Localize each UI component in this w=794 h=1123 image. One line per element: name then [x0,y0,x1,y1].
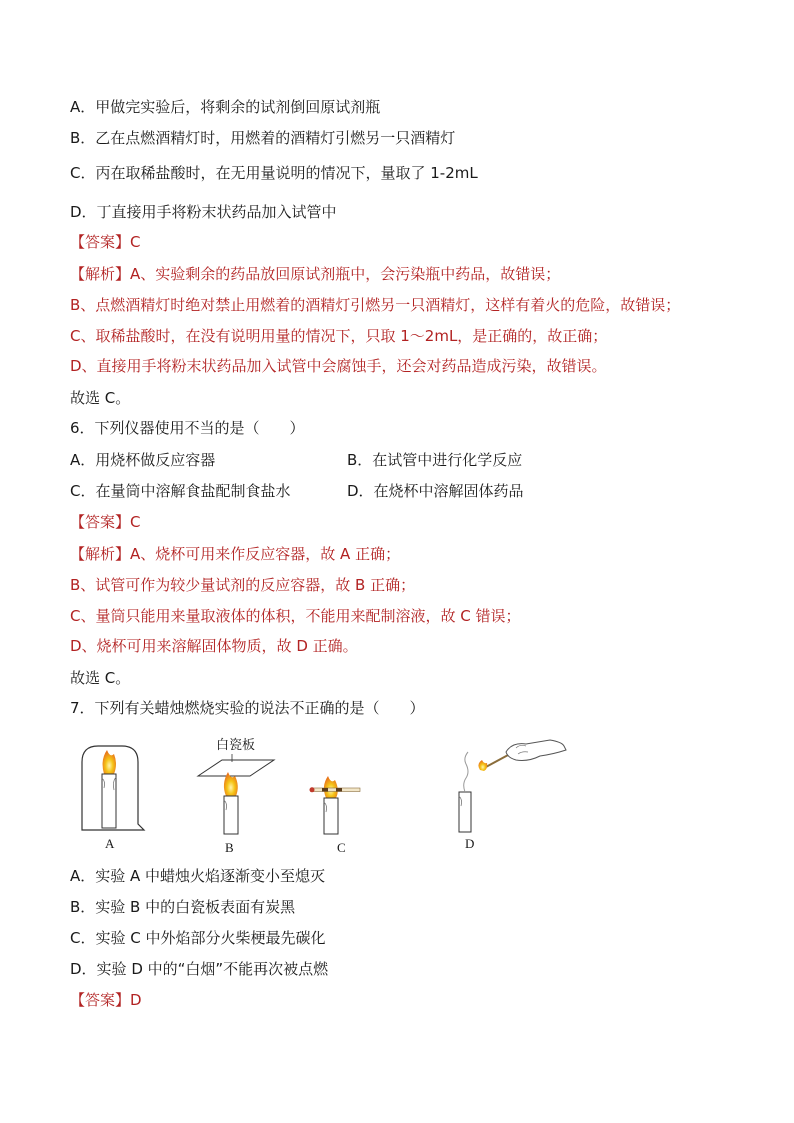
match-flame [478,760,487,771]
q7-answer [70,990,142,1010]
plate-label: 白瓷板 [216,738,256,753]
experiment-c [310,776,361,834]
analysis-tag: 【解析】 [70,265,131,283]
analysis-text: A、烧杯可用来作反应容器，故 A 正确； [130,545,401,563]
q5-analysis-b: B、点燃酒精灯时绝对禁止用燃着的酒精灯引燃另一只酒精灯，这样有着火的危险，故错误； [70,296,681,314]
analysis-tag: 【解析】 [70,545,131,563]
q6-analysis-a [70,544,400,564]
q7-option-d: D．实验 D 中的“白烟”不能再次被点燃 [70,960,329,978]
answer-value: C [130,233,141,251]
figure-label-a: A [105,836,115,851]
q5-option-b: B．乙在点燃酒精灯时，用燃着的酒精灯引燃另一只酒精灯 [70,129,456,147]
candle-b [224,796,238,834]
q5-conclusion: 故选 C。 [70,389,131,407]
hand-icon [506,740,566,761]
answer-value: D [130,991,142,1009]
q5-analysis-c: C、取稀盐酸时，在没有说明用量的情况下，只取 1～2mL，是正确的，故正确； [70,327,608,345]
answer-value: C [130,513,141,531]
q6-analysis-b: B、试管可作为较少量试剂的反应容器，故 B 正确； [70,576,416,594]
flame-a [103,750,116,774]
q5-analysis-d: D、直接用手将粉末状药品加入试管中会腐蚀手，还会对药品造成污染，故错误。 [70,357,607,375]
charred-part-left [322,788,328,792]
q7-option-b: B．实验 B 中的白瓷板表面有炭黑 [70,898,296,916]
q5-option-d: D．丁直接用手将粉末状药品加入试管中 [70,203,337,221]
white-porcelain-plate [198,760,274,776]
burning-match [484,754,510,768]
candle-experiments-illustration [70,732,590,857]
figure-label-d: D [465,836,475,851]
q6-conclusion: 故选 C。 [70,669,131,687]
q7-option-c: C．实验 C 中外焰部分火柴梗最先碳化 [70,929,326,947]
figure-label-c: C [337,840,346,855]
q6-option-c: C．在量筒中溶解食盐配制食盐水 [70,482,291,500]
q6-answer [70,512,141,532]
q6-stem: 6．下列仪器使用不当的是（ ） [70,419,305,437]
answer-tag: 【答案】 [70,513,131,531]
match-head [310,787,315,792]
q6-option-a: A．用烧杯做反应容器 [70,451,216,469]
q6-option-b: B．在试管中进行化学反应 [347,451,523,469]
candle-experiments-figure [70,732,590,857]
q5-analysis-a [70,264,560,284]
experiment-d [459,740,566,832]
charred-part-right [336,788,342,792]
flame-c [324,776,338,798]
white-smoke [464,752,468,792]
q5-option-c: C．丙在取稀盐酸时，在无用量说明的情况下，量取了 1-2mL [70,164,478,182]
q5-option-a: A．甲做完实验后，将剩余的试剂倒回原试剂瓶 [70,98,381,116]
answer-tag: 【答案】 [70,233,131,251]
experiment-a [82,746,144,830]
experiment-b [198,754,274,834]
candle-c [324,798,338,834]
analysis-text: A、实验剩余的药品放回原试剂瓶中，会污染瓶中药品，故错误； [130,265,561,283]
q6-analysis-c: C、量筒只能用来量取液体的体积，不能用来配制溶液，故 C 错误； [70,607,521,625]
answer-tag: 【答案】 [70,991,131,1009]
q7-option-a: A．实验 A 中蜡烛火焰逐渐变小至熄灭 [70,867,326,885]
q6-analysis-d: D、烧杯可用来溶解固体物质，故 D 正确。 [70,637,358,655]
q7-stem: 7．下列有关蜡烛燃烧实验的说法不正确的是（ ） [70,699,425,717]
q5-answer [70,232,141,252]
q6-option-d: D．在烧杯中溶解固体药品 [347,482,524,500]
figure-label-b: B [225,840,234,855]
